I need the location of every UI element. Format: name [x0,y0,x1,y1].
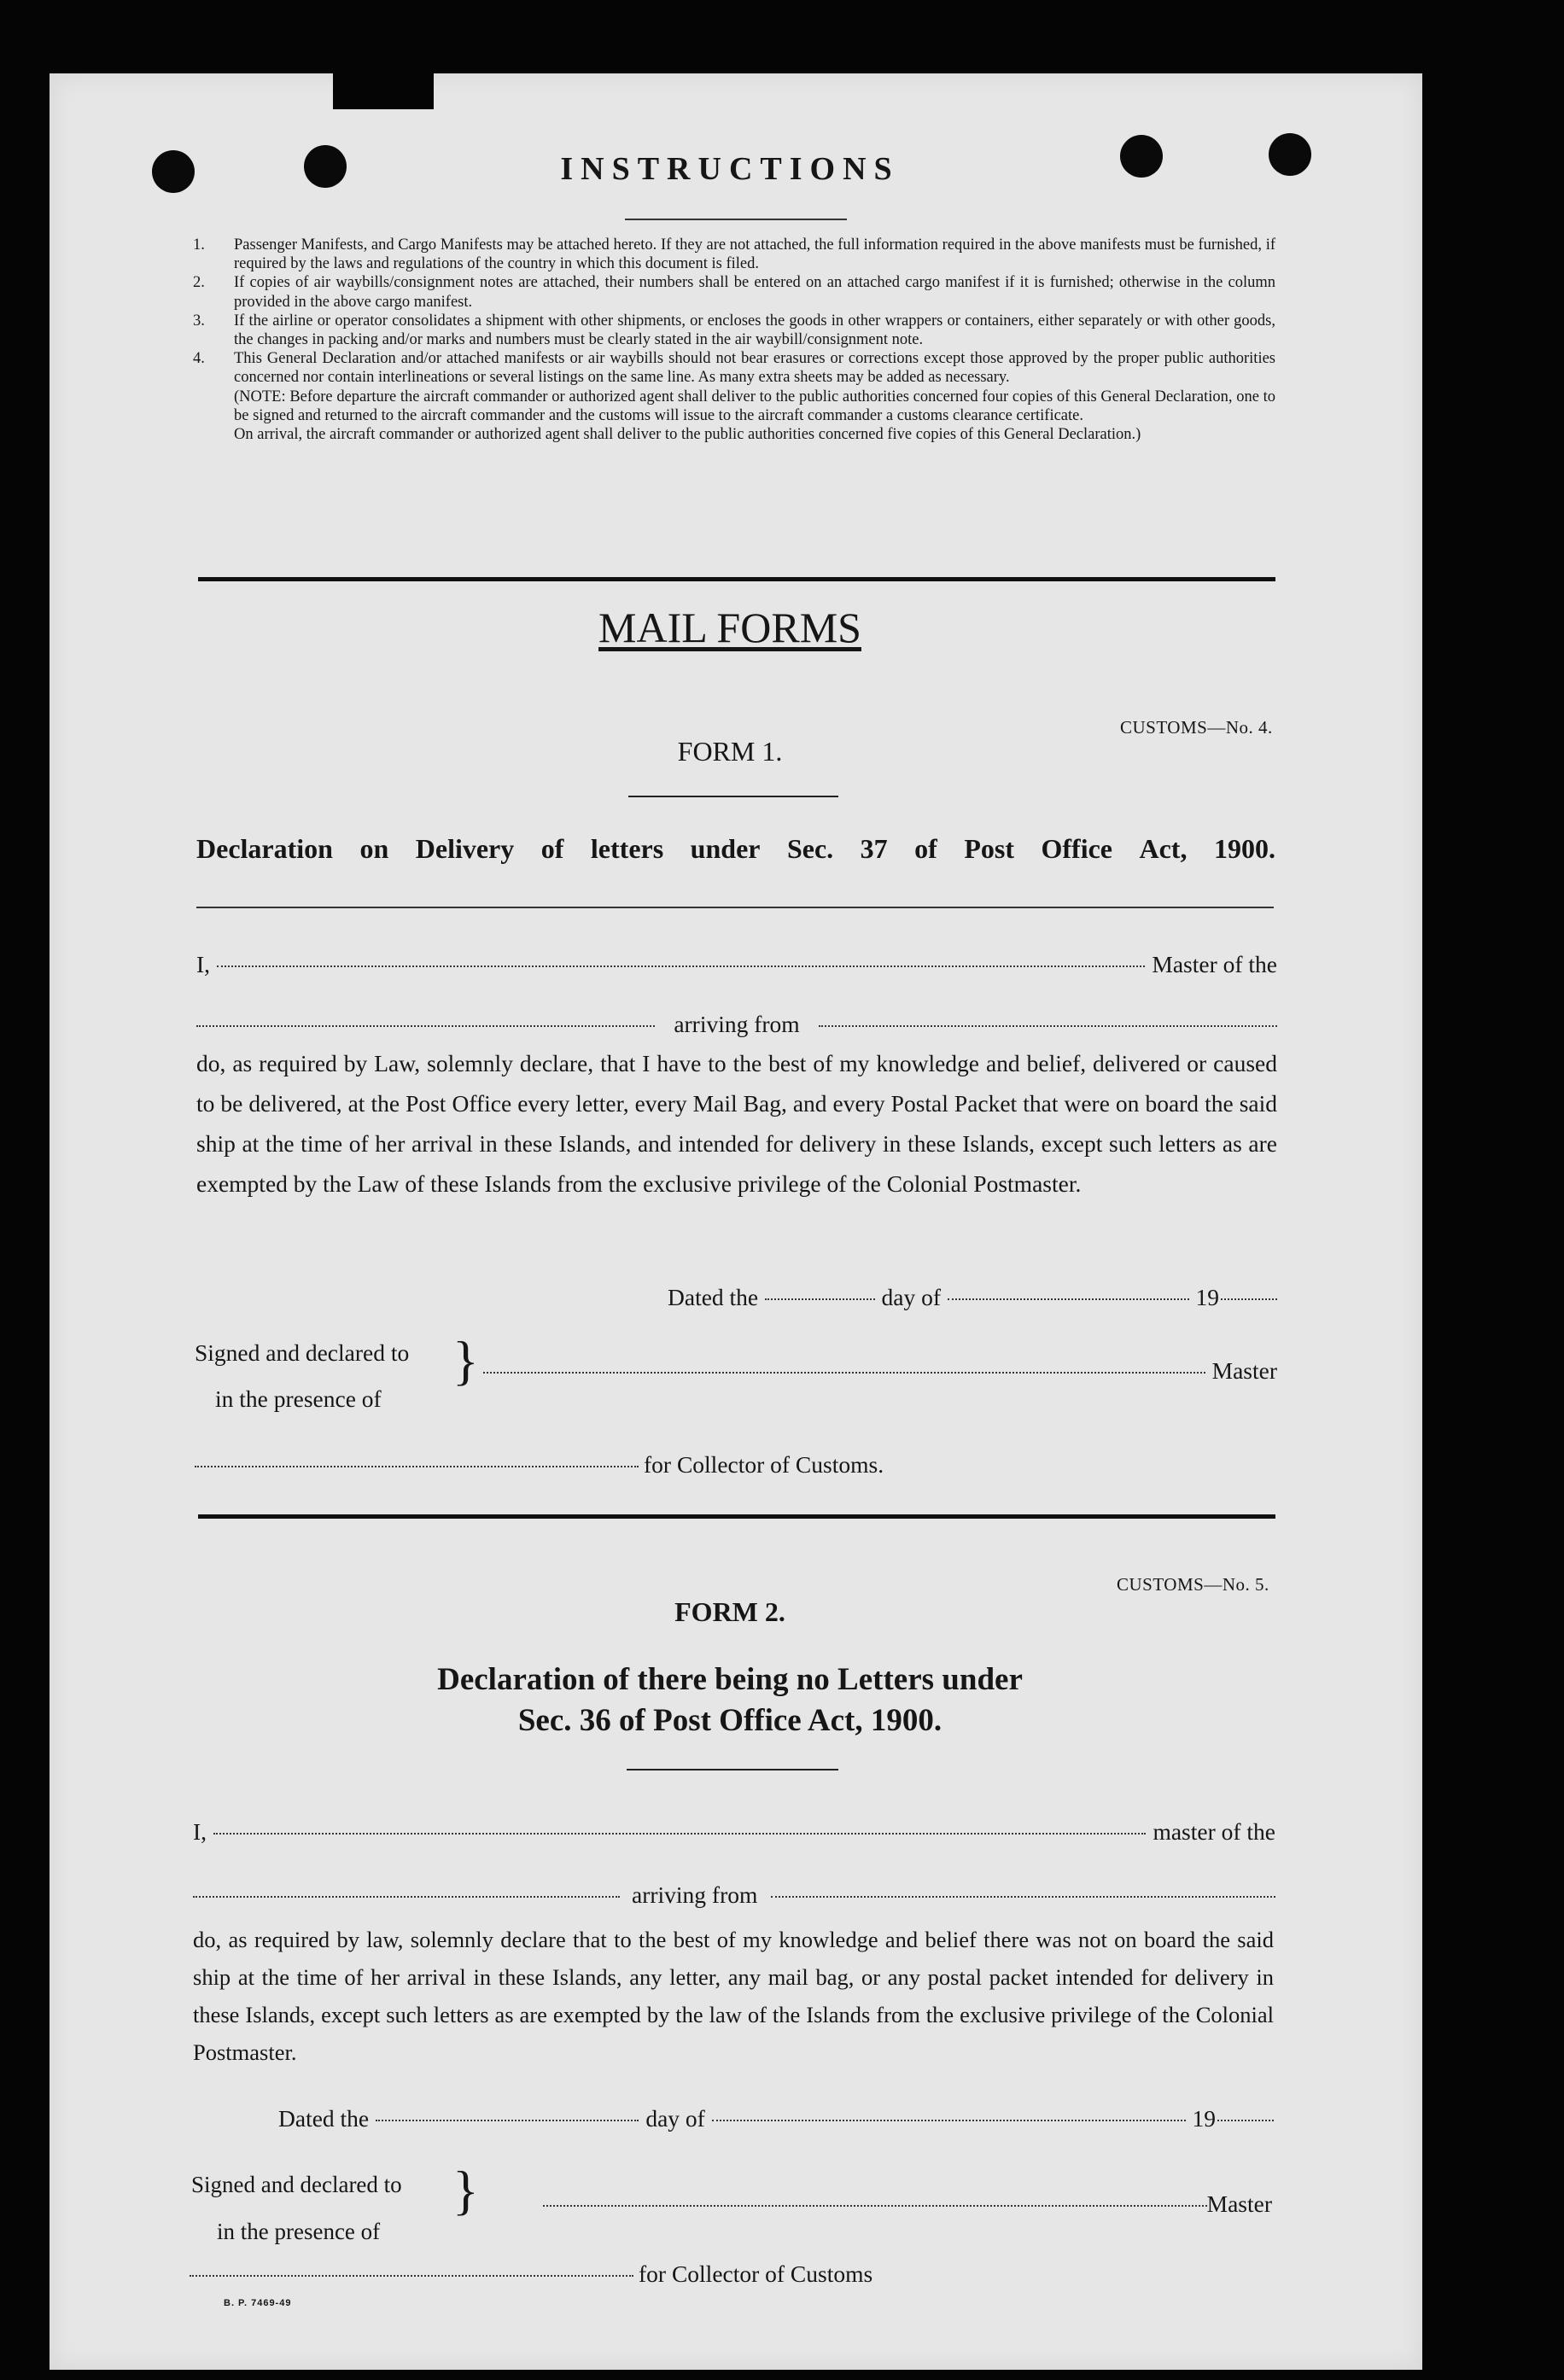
form1-date-line: Dated the day of 19 [668,1284,1277,1311]
form1-title: FORM 1. [677,736,783,767]
form2-master-signature-field[interactable] [543,2205,1207,2207]
instruction-item: 1. Passenger Manifests, and Cargo Manifests may be attached hereto. If they are not attached, the full information required in the above manifests must be furnished, if required by the laws and regulations of the country in which this document is filed. [193,236,1275,273]
form2-date-day-field[interactable] [376,2120,639,2121]
form2-declaration-body: do, as required by law, solemnly declare that to the best of my knowledge and belief there was not on board the said ship at the time of her arrival in these Islands, any letter, any mail bag, or any postal packet intended for delivery in these Islands, except such letters as are exempted by the law of the Islands from the exclusive privilege of the Colonial Postmaster. [193,1927,1274,2065]
form1-customs-number: CUSTOMS—No. 4. [1120,717,1273,738]
instructions-list [193,236,1275,444]
form1-date-day-field[interactable] [765,1298,874,1300]
form1-declaration-heading: Declaration on Delivery of letters under Sec. 37 of Post Office Act, 1900. [196,833,1275,864]
form1-master-signature-field[interactable] [483,1372,1205,1374]
form1-master-name-field[interactable] [217,965,1145,967]
form2-title: FORM 2. [674,1596,785,1627]
form1-brace: } [452,1330,479,1391]
form-divider [198,1514,1275,1519]
form2-year-field[interactable] [1217,2120,1274,2121]
form2-brace: } [452,2160,479,2220]
form1-declaration-body: do, as required by Law, solemnly declare, that I have to the best of my knowledge and belief, delivered or caused to be delivered, at the Post Office every letter, every Mail Bag, and every Postal Packet that were on board the said ship at the time of her arrival in these Islands, and intended for delivery in these Islands, except such letters as are exempted by the Law of these Islands from the exclusive privilege of the Colonial Postmaster. [196,1050,1277,1197]
print-code: B. P. 7469-49 [224,2298,292,2308]
instruction-note: (NOTE: Before departure the aircraft commander or authorized agent shall deliver to the public authorities concerned four copies of this General Declaration, one to be signed and returned to the aircraft commander and the customs will issue to the aircraft commander a customs clearance certificate. [234,388,1275,424]
title-underline [625,219,847,220]
form1-master-signature-line: Master [483,1357,1277,1385]
form2-date-month-field[interactable] [712,2120,1186,2121]
instruction-item: 2. If copies of air waybills/consignment notes are attached, their numbers shall be entered on an attached cargo manifest if it is furnished; otherwise in the column provided in the above cargo manifest. [193,274,1275,311]
form2-master-signature-line: Master [543,2190,1272,2218]
section-divider [198,577,1275,581]
form2-customs-number: CUSTOMS—No. 5. [1117,1574,1269,1595]
binder-tab [333,72,434,109]
instruction-item: 3. If the airline or operator consolidates a shipment with other shipments, or encloses the goods in other wrappers or containers, either separately or with other goods, the changes in packing and/or marks and numbers must be clearly stated in the air waybill/consignment note. [193,312,1275,349]
form2-master-line: I, master of the [193,1818,1275,1845]
form2-arriving-from-field[interactable] [771,1896,1275,1898]
form1-collector-signature-field[interactable] [195,1466,639,1467]
form1-arriving-line: arriving from [196,1011,1277,1038]
form1-title-rule [628,796,838,797]
form1-collector-line: for Collector of Customs. [195,1451,929,1479]
form2-date-line: Dated the day of 19 [278,2105,1274,2132]
form1-year-field[interactable] [1221,1298,1277,1300]
form2-ship-name-field[interactable] [193,1896,620,1898]
form1-ship-name-field[interactable] [196,1025,655,1027]
form1-heading-rule [196,907,1274,908]
form2-signed-label: Signed and declared to in the presence of [191,2172,402,2244]
instruction-note-arrival: On arrival, the aircraft commander or authorized agent shall deliver to the public authorities concerned five copies of this General Declaration.) [234,426,1141,444]
instruction-item: 4. This General Declaration and/or attached manifests or air waybills should not bear erasures or corrections except those approved by the proper public authorities concerned nor contain interlineations or several listings on the same line. As many extra sheets may be added as necessary. [193,350,1275,387]
instructions-title: INSTRUCTIONS [560,151,900,187]
mail-forms-title: MAIL FORMS [598,604,861,651]
form2-title-rule [627,1769,838,1770]
form2-collector-line: for Collector of Customs [190,2260,924,2288]
form1-arriving-from-field[interactable] [819,1025,1277,1027]
form2-collector-signature-field[interactable] [190,2275,633,2277]
form1-date-month-field[interactable] [948,1298,1188,1300]
form2-declaration-heading: Declaration of there being no Letters under Sec. 36 of Post Office Act, 1900. [437,1662,1023,1738]
form2-master-name-field[interactable] [213,1833,1146,1835]
form1-master-line: I, Master of the [196,951,1277,977]
form2-arriving-line: arriving from [193,1881,1275,1909]
form1-signed-label: Signed and declared to in the presence of [195,1339,410,1412]
